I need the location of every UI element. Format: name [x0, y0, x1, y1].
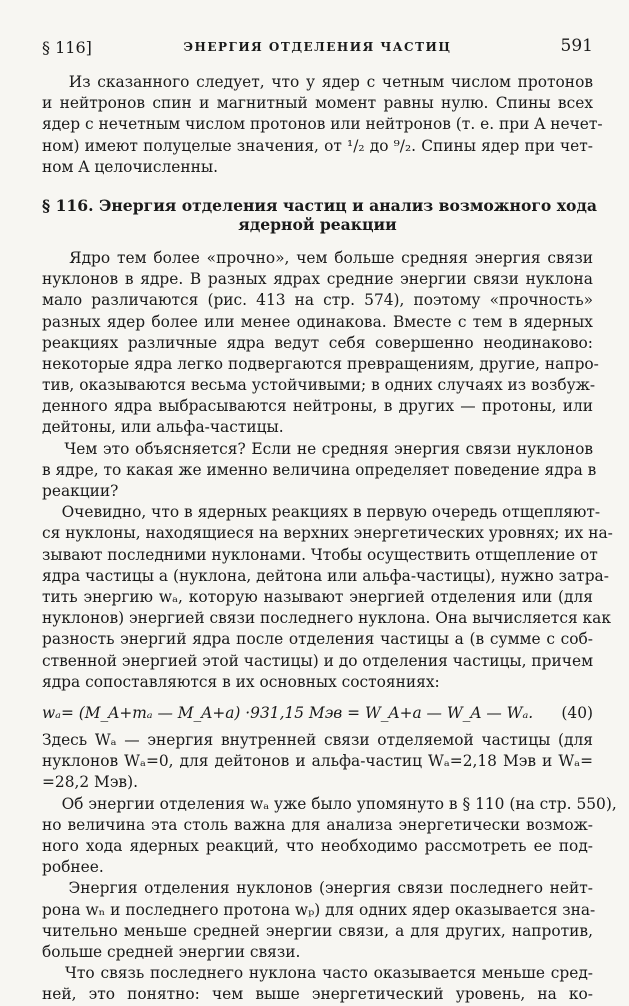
text-line: и нейтронов спин и магнитный момент равны нулю. Спины всех: [42, 94, 593, 113]
text-line: разность энергий ядра после отделения частицы a (в сумме с соб-: [42, 630, 593, 649]
text-line: ственной энергией этой частицы) и до отделения частицы, причем: [42, 651, 594, 670]
text-line: зывают последними нуклонами. Чтобы осуществить отщепление от: [42, 545, 598, 564]
heading-line: § 116. Энергия отделения частиц и анализ возможного хода: [42, 195, 597, 215]
paragraph-5: [42, 730, 593, 794]
text-line: Чем это объясняется? Если не средняя энергия связи нуклонов: [42, 439, 593, 458]
paragraph-1: [42, 72, 603, 178]
text-line: денного ядра выбрасываются нейтроны, в других — протоны, или: [42, 397, 593, 416]
section-heading: [42, 195, 597, 234]
header-title: ЭНЕРГИЯ ОТДЕЛЕНИЯ ЧАСТИЦ: [183, 40, 452, 54]
text-line: дейтоны, или альфа-частицы.: [42, 418, 284, 437]
text-line: ном) имеют полуцелые значения, от ¹/₂ до ⁹/₂. Спины ядер при чет-: [42, 136, 593, 155]
text-line: реакции?: [42, 482, 119, 500]
paragraph-7: [42, 878, 596, 963]
text-line: разных ядер более или менее одинакова. Вместе с тем в ядерных: [42, 312, 593, 331]
paragraph-3: [42, 439, 597, 503]
text-line: Об энергии отделения wₐ уже было упомянуто в § 110 (на стр. 550),: [42, 794, 617, 813]
text-line: чительно меньше средней энергии связи, а для других, напротив,: [42, 921, 593, 940]
text-line: ся нуклоны, находящиеся на верхних энергетических уровнях; их на-: [42, 524, 613, 543]
heading-line: ядерной реакции: [238, 214, 397, 234]
text-line: некоторые ядра легко подвергаются превращениям, другие, напро-: [42, 354, 599, 373]
page-number: 591: [560, 36, 593, 56]
formula-expression: wₐ= (M_A+mₐ — M_A+a) ·931,15 Мэв = W_A+a — W_A — Wₐ.: [42, 703, 534, 722]
text-line: Очевидно, что в ядерных реакциях в первую очередь отщепляют-: [42, 503, 601, 522]
text-line: реакциях различные ядра ведут себя совершенно неодинаково:: [42, 333, 593, 352]
text-line: Здесь Wₐ — энергия внутренней связи отделяемой частицы (для: [42, 731, 593, 750]
formula-40: [42, 703, 593, 724]
text-line: =28,2 Мэв).: [42, 773, 138, 792]
text-line: тив, оказываются весьма устойчивыми; в одних случаях из возбуж-: [42, 376, 596, 395]
text-line: но величина эта столь важна для анализа энергетически возмож-: [42, 815, 593, 834]
text-line: робнее.: [42, 858, 104, 877]
text-line: Из сказанного следует, что у ядер с четным числом протонов: [42, 73, 593, 91]
text-line: в ядре, то какая же именно величина определяет поведение ядра в: [42, 460, 597, 479]
text-line: нуклонов Wₐ=0, для дейтонов и альфа-частиц Wₐ=2,18 Мэв и Wₐ=: [42, 752, 593, 771]
text-line: Энергия отделения нуклонов (энергия связи последнего нейт-: [42, 879, 593, 898]
text-line: ядра частицы a (нуклона, дейтона или альфа-частицы), нужно затра-: [42, 566, 609, 585]
equation-number: (40): [561, 703, 593, 722]
paragraph-8: [42, 963, 593, 1005]
running-header: [42, 36, 593, 60]
text-line: больше средней энергии связи.: [42, 942, 301, 961]
text-line: тить энергию wₐ, которую называют энергией отделения или (для: [42, 587, 593, 606]
text-line: мало различаются (рис. 413 на стр. 574), поэтому «прочность»: [42, 291, 593, 310]
paragraph-2: [42, 248, 599, 439]
text-line: ном A целочисленны.: [42, 157, 219, 176]
paragraph-4: [42, 502, 613, 693]
header-section: § 116]: [42, 38, 92, 57]
text-line: рона wₙ и последнего протона wₚ) для одних ядер оказывается зна-: [42, 900, 596, 919]
text-line: нуклонов) энергией связи последнего нуклона. Она вычисляется как: [42, 609, 611, 628]
text-line: Что связь последнего нуклона часто оказывается меньше сред-: [42, 964, 593, 983]
text-line: ядер с нечетным числом протонов или нейтронов (т. е. при A нечет-: [42, 115, 603, 134]
text-line: нуклонов в ядре. В разных ядрах средние энергии связи нуклона: [42, 270, 593, 289]
text-line: ней, это понятно: чем выше энергетический уровень, на ко-: [42, 985, 593, 1004]
page-body: [42, 72, 617, 1006]
text-line: Ядро тем более «прочно», чем больше средняя энергия связи: [42, 248, 593, 267]
text-line: ядра сопоставляются в их основных состояниях:: [42, 672, 440, 691]
paragraph-6: [42, 794, 617, 879]
text-line: ного хода ядерных реакций, что необходимо рассмотреть ее под-: [42, 837, 593, 856]
